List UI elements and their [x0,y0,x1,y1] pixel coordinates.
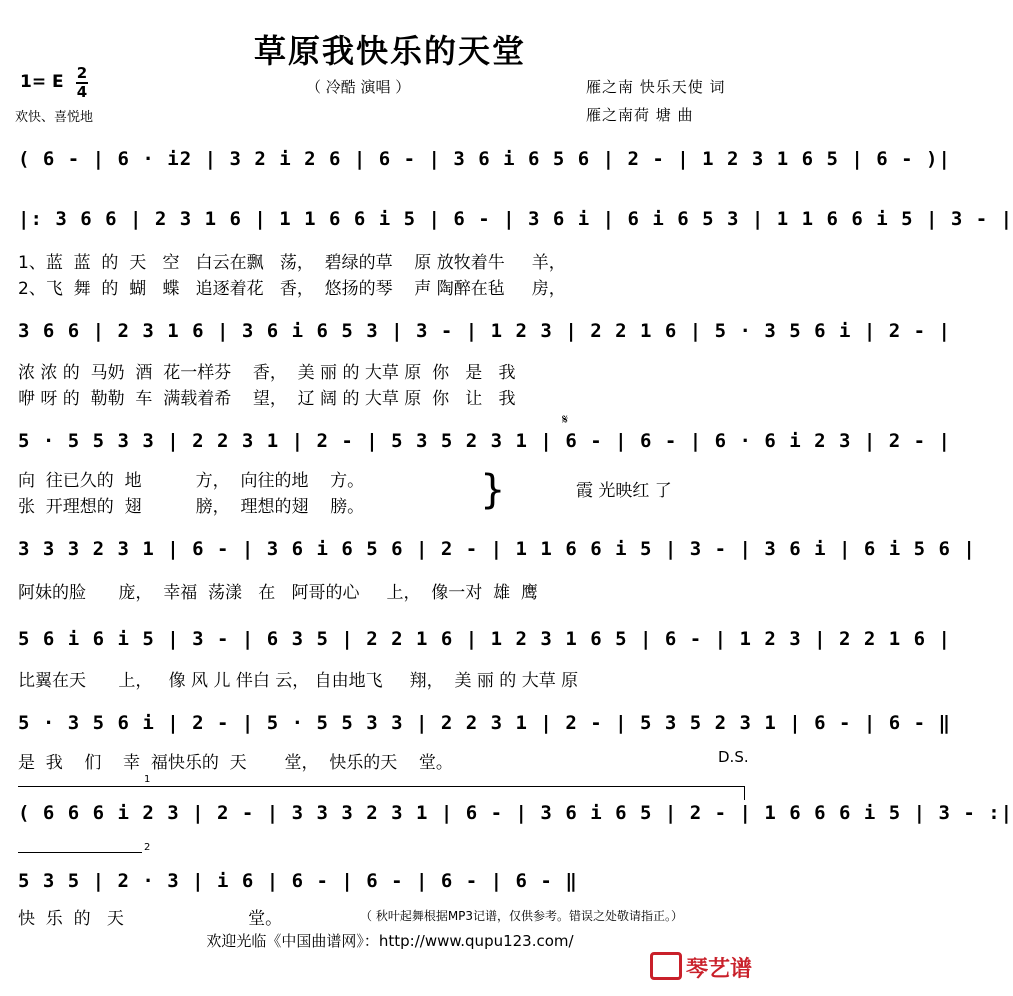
time-numerator: 2 [76,64,88,82]
key-signature: 1= E [20,72,64,92]
lyric-row-3b: 咿 呀 的 勒勒 车 满载着希 望， 辽 阔 的 大草 原 你 让 我 [18,389,516,409]
lyricist-credit: 雁之南 快乐天使 词 [586,78,726,96]
volta-1-bracket [18,786,744,787]
page-title: 草原我快乐的天堂 [253,32,526,70]
brace: } [480,467,506,513]
volta-1-end [744,786,745,800]
singer-credit: （ 冷酷 演唱 ） [306,78,411,96]
score-row-2: |: 3 6 6 | 2 3 1 6 | 1 1 6 6 i 5 | 6 - | 3 6 i | 6 i 6 5 3 | 1 1 6 6 i 5 | 3 - | [18,208,1013,230]
lyric-row-2a: 1、蓝 蓝 的 天 空 白云在飘 荡， 碧绿的草 原 放牧着牛 羊， [18,253,566,273]
volta-1-label: 1 [144,774,151,785]
lyric-row-7: 是 我 们 幸 福快乐的 天 堂， 快乐的天 堂。 [18,753,453,773]
lyric-row-4a: 向 往已久的 地 方， 向往的地 方。 [18,471,365,491]
score-row-8: ( 6 6 6 i 2 3 | 2 - | 3 3 3 2 3 1 | 6 - | 3 6 i 6 5 | 2 - | 1 6 6 6 i 5 | 3 - :| [18,802,1013,824]
side-lyric: 霞 光映红 了 [576,481,672,501]
score-row-7: 5 · 3 5 6 i | 2 - | 5 · 5 5 3 3 | 2 2 3 1 | 2 - | 5 3 5 2 3 1 | 6 - | 6 - ‖ [18,712,951,734]
logo-icon [650,952,682,980]
lyric-row-5: 阿妹的脸 庞， 幸福 荡漾 在 阿哥的心 上， 像一对 雄 鹰 [18,583,538,603]
score-row-1: ( 6 - | 6 · i2 | 3 2 i 2 6 | 6 - | 3 6 i 6 5 6 | 2 - | 1 2 3 1 6 5 | 6 - )| [18,148,951,170]
composer-credit: 雁之南荷 塘 曲 [586,106,694,124]
lyric-row-4b: 张 开理想的 翅 膀， 理想的翅 膀。 [18,497,365,517]
logo-text: 琴艺谱 [686,957,753,982]
score-row-4: 5 · 5 5 3 3 | 2 2 3 1 | 2 - | 5 3 5 2 3 1 | 6 - | 6 - | 6 · 6 i 2 3 | 2 - | [18,430,951,452]
tempo-marking: 欢快、喜悦地 [15,110,94,125]
segno-mark: 𝄋 [562,412,569,428]
score-row-3: 3 6 6 | 2 3 1 6 | 3 6 i 6 5 3 | 3 - | 1 2 3 | 2 2 1 6 | 5 · 3 5 6 i | 2 - | [18,320,951,342]
score-row-9: 5 3 5 | 2 · 3 | i 6 | 6 - | 6 - | 6 - | 6 - ‖ [18,870,578,892]
time-denominator: 4 [76,83,88,101]
score-row-5: 3 3 3 2 3 1 | 6 - | 3 6 i 6 5 6 | 2 - | 1 1 6 6 i 5 | 3 - | 3 6 i | 6 i 5 6 | [18,538,976,560]
volta-2-bracket [18,852,142,853]
lyric-row-3a: 浓 浓 的 马奶 酒 花一样芬 香， 美 丽 的 大草 原 你 是 我 [18,363,516,383]
transcription-note: （ 秋叶起舞根据MP3记谱，仅供参考。错误之处敬请指正。） [360,909,684,923]
lyric-row-6: 比翼在天 上， 像 风 儿 伴白 云， 自由地飞 翔， 美 丽 的 大草 原 [18,671,579,691]
volta-2-label: 2 [144,842,151,853]
lyric-row-2b: 2、飞 舞 的 蝴 蝶 追逐着花 香， 悠扬的琴 声 陶醉在毡 房， [18,279,566,299]
site-logo [650,952,752,983]
time-signature [76,66,88,100]
ds-mark: D.S. [718,748,749,766]
footer-welcome: 欢迎光临《中国曲谱网》：http://www.qupu123.com/ [206,932,574,950]
lyric-row-9: 快 乐 的 天 堂。 [18,909,283,929]
score-row-6: 5 6 i 6 i 5 | 3 - | 6 3 5 | 2 2 1 6 | 1 2 3 1 6 5 | 6 - | 1 2 3 | 2 2 1 6 | [18,628,951,650]
